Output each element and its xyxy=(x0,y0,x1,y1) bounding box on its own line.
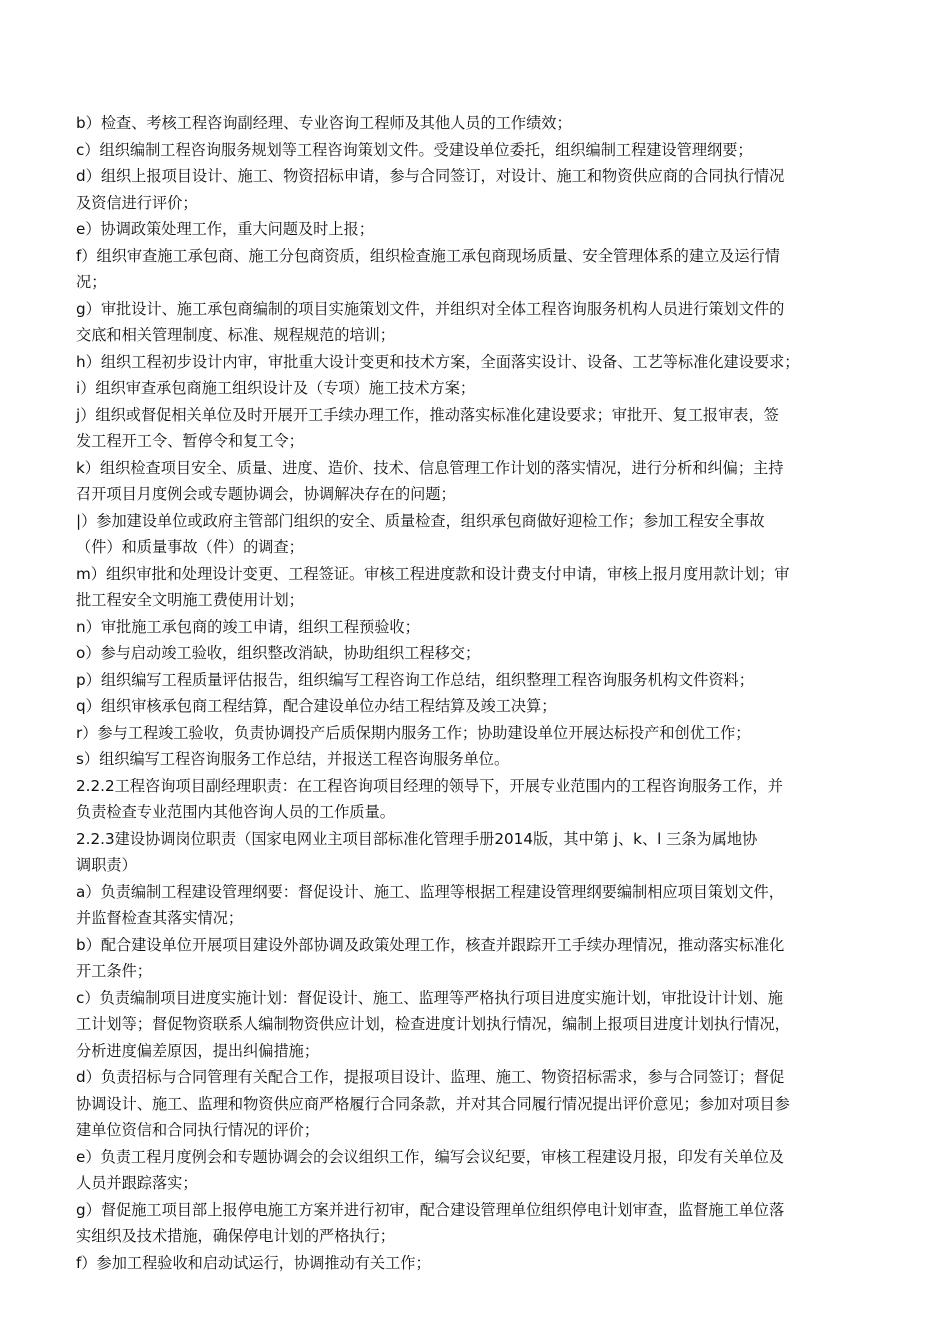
text-line: 实组织及技术措施，确保停电计划的严格执行； xyxy=(76,1227,395,1245)
text-line: 工计划等；督促物资联系人编制物资供应计划，检查进度计划执行情况，编制上报项目进度计划执行情况， xyxy=(76,1015,790,1033)
paragraph xyxy=(76,1064,882,1144)
text-line: h）组织工程初步设计内审，审批重大设计变更和技术方案，全面落实设计、设备、工艺等标准化建设要求； xyxy=(76,352,800,371)
text-line: d）组织上报项目设计、施工、物资招标申请，参与合同签订，对设计、施工和物资供应商的合同执行情况 xyxy=(76,167,785,185)
text-line: s）组织编写工程咨询服务工作总结，并报送工程咨询服务单位。 xyxy=(76,750,510,768)
text-line: n）审批施工承包商的竣工申请，组织工程预验收； xyxy=(76,617,420,636)
document-page xyxy=(76,110,882,1276)
text-line: 建单位资信和合同执行情况的评价； xyxy=(76,1121,319,1139)
paragraph xyxy=(76,110,882,137)
paragraph xyxy=(76,349,882,376)
text-line: e）协调政策处理工作，重大问题及时上报； xyxy=(76,220,374,238)
paragraph xyxy=(76,508,882,561)
paragraph xyxy=(76,746,882,773)
paragraph xyxy=(76,640,882,667)
paragraph xyxy=(76,216,882,243)
text-line: r）参与工程竣工验收，负责协调投产后质保期内服务工作；协助建设单位开展达标投产和创优工作； xyxy=(76,723,751,742)
text-line: 人员并跟踪落实； xyxy=(76,1174,198,1192)
text-line: 2.2.3建设协调岗位职责（国家电网业主项目部标准化管理手册2014版，其中第 j、k、l 三条为属地协 xyxy=(76,829,758,848)
text-line: 2.2.2工程咨询项目副经理职责：在工程咨询项目经理的领导下，开展专业范围内的工程咨询服务工作，并 xyxy=(76,776,783,795)
paragraph xyxy=(76,455,882,508)
text-line: 开工条件； xyxy=(76,962,152,980)
paragraph xyxy=(76,561,882,614)
paragraph xyxy=(76,296,882,349)
paragraph xyxy=(76,163,882,216)
text-line: g）督促施工项目部上报停电施工方案并进行初审，配合建设管理单位组织停电计划审查，监督施工单位落 xyxy=(76,1200,785,1219)
text-line: 协调设计、施工、监理和物资供应商严格履行合同条款，并对其合同履行情况提出评价意见；参加对项目参 xyxy=(76,1094,790,1113)
text-line: d）负责招标与合同管理有关配合工作，提报项目设计、监理、施工、物资招标需求，参与合同签订；督促 xyxy=(76,1068,785,1086)
text-line: k）组织检查项目安全、质量、进度、造价、技术、信息管理工作计划的落实情况，进行分析和纠偏；主持 xyxy=(76,458,784,477)
paragraph xyxy=(76,1144,882,1197)
paragraph xyxy=(76,879,882,932)
paragraph xyxy=(76,1250,882,1277)
text-line: 并监督检查其落实情况； xyxy=(76,909,244,927)
paragraph xyxy=(76,985,882,1065)
paragraph xyxy=(76,693,882,720)
text-line: 召开项目月度例会或专题协调会，协调解决存在的问题； xyxy=(76,485,456,503)
text-line: 负责检查专业范围内其他咨询人员的工作质量。 xyxy=(76,803,395,821)
text-line: 况； xyxy=(76,273,107,291)
text-line: b）配合建设单位开展项目建设外部协调及政策处理工作，核查并跟踪开工手续办理情况，推动落实标准化 xyxy=(76,935,785,954)
paragraph xyxy=(76,243,882,296)
text-line: 调职责） xyxy=(76,856,137,874)
text-line: f）组织审查施工承包商、施工分包商资质，组织检查施工承包商现场质量、安全管理体系的建立及运行情 xyxy=(76,246,780,265)
text-line: 交底和相关管理制度、标准、规程规范的培训； xyxy=(76,326,395,344)
text-line: b）检查、考核工程咨询副经理、专业咨询工程师及其他人员的工作绩效； xyxy=(76,114,572,132)
text-line: g）审批设计、施工承包商编制的项目实施策划文件，并组织对全体工程咨询服务机构人员进行策划文件的 xyxy=(76,299,785,318)
text-line: i）组织审查承包商施工组织设计及（专项）施工技术方案； xyxy=(76,379,476,397)
text-line: 批工程安全文明施工费使用计划； xyxy=(76,591,304,609)
paragraph xyxy=(76,137,882,164)
text-line: 及资信进行评价； xyxy=(76,193,198,212)
text-line: c）组织编制工程咨询服务规划等工程咨询策划文件。受建设单位委托，组织编制工程建设管理纲要； xyxy=(76,140,753,159)
paragraph xyxy=(76,932,882,985)
text-line: p）组织编写工程质量评估报告，组织编写工程咨询工作总结，组织整理工程咨询服务机构文件资料； xyxy=(76,670,754,689)
text-line: m）组织审批和处理设计变更、工程签证。审核工程进度款和设计费支付申请，审核上报月度用款计划；审 xyxy=(76,564,790,583)
paragraph xyxy=(76,667,882,694)
paragraph xyxy=(76,720,882,747)
text-line: o）参与启动竣工验收，组织整改消缺，协助组织工程移交； xyxy=(76,644,481,662)
text-line: c）负责编制项目进度实施计划：督促设计、施工、监理等严格执行项目进度实施计划，审批设计计划、施 xyxy=(76,988,783,1007)
text-line: e）负责工程月度例会和专题协调会的会议组织工作，编写会议纪要，审核工程建设月报，印发有关单位及 xyxy=(76,1147,784,1166)
text-line: （件）和质量事故（件）的调查； xyxy=(76,538,304,556)
text-line: a）负责编制工程建设管理纲要：督促设计、施工、监理等根据工程建设管理纲要编制相应项目策划文件， xyxy=(76,882,784,901)
text-line: f）参加工程验收和启动试运行，协调推动有关工作； xyxy=(76,1253,431,1272)
text-line: q）组织审核承包商工程结算，配合建设单位办结工程结算及竣工决算； xyxy=(76,697,557,715)
text-line: |）参加建设单位或政府主管部门组织的安全、质量检查，组织承包商做好迎检工作；参加工程安全事故 xyxy=(76,511,765,530)
paragraph xyxy=(76,826,882,879)
paragraph xyxy=(76,614,882,641)
text-line: j）组织或督促相关单位及时开展开工手续办理工作，推动落实标准化建设要求；审批开、复工报审表，签 xyxy=(76,405,779,424)
paragraph xyxy=(76,1197,882,1250)
text-line: 分析进度偏差原因，提出纠偏措施； xyxy=(76,1041,319,1060)
paragraph xyxy=(76,773,882,826)
paragraph xyxy=(76,402,882,455)
paragraph xyxy=(76,375,882,402)
text-line: 发工程开工令、暂停令和复工令； xyxy=(76,432,304,450)
